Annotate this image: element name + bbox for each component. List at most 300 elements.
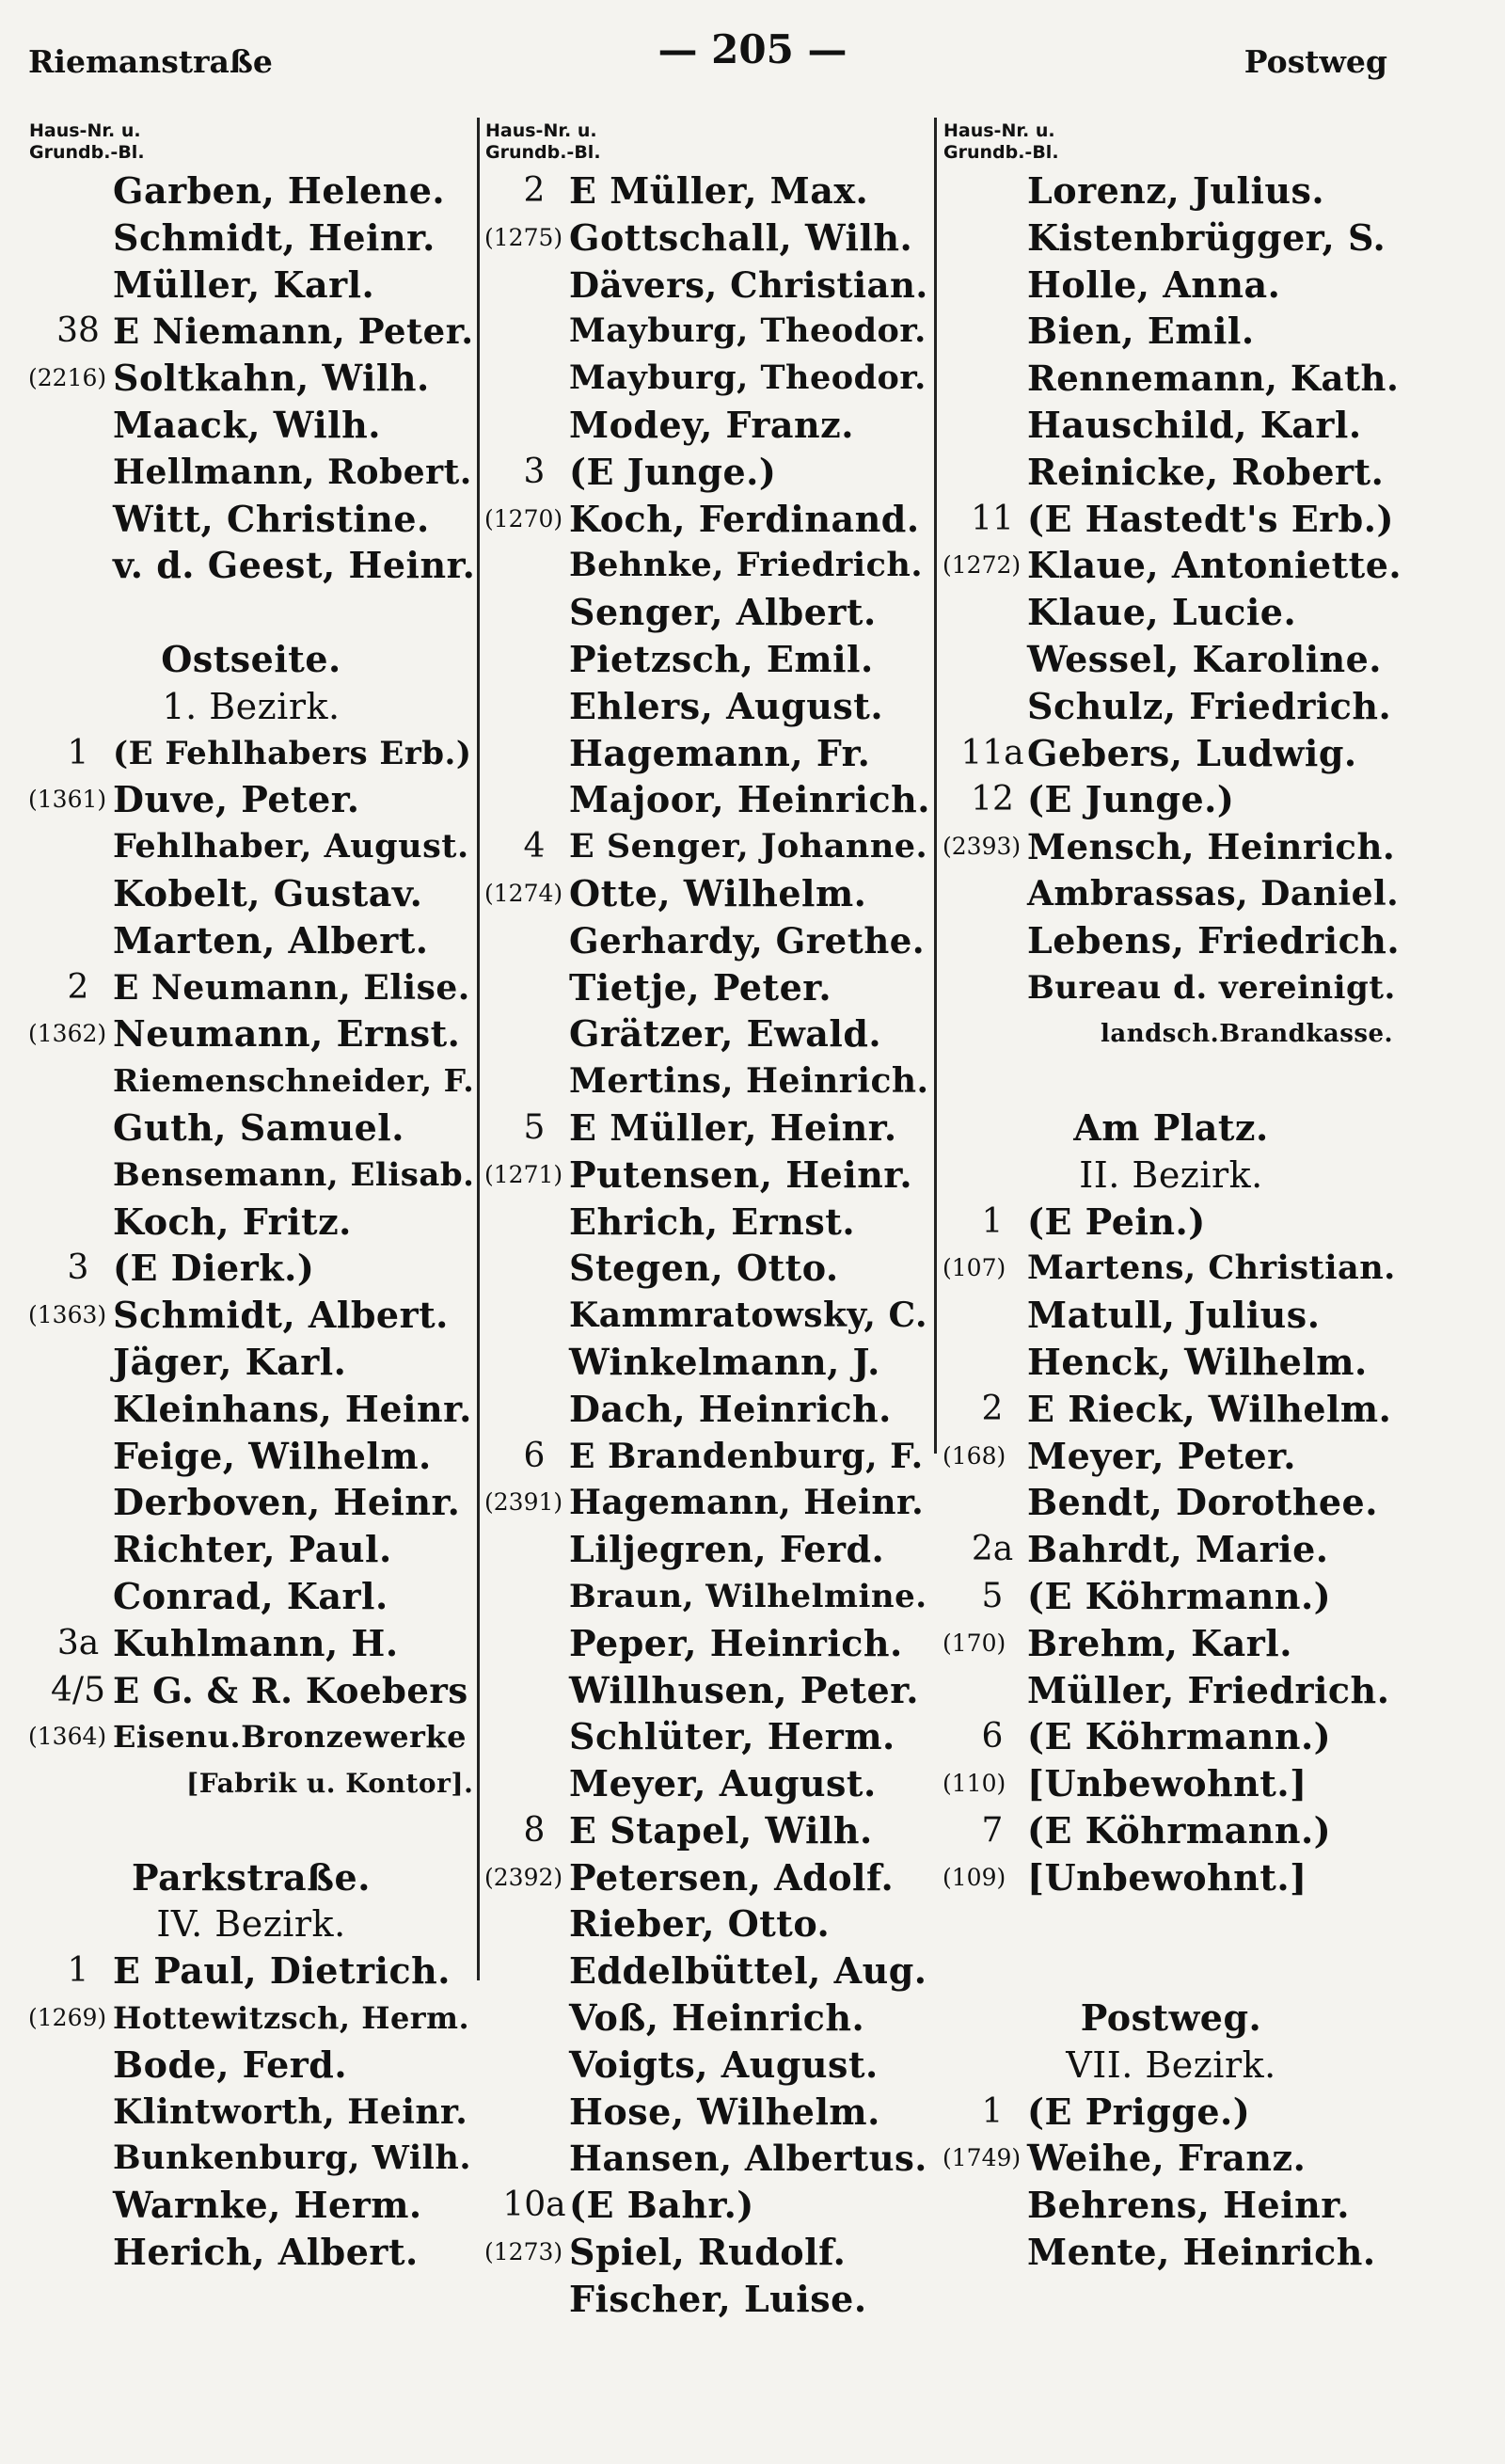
land-register-number: (1273) bbox=[484, 2238, 563, 2266]
directory-entry bbox=[483, 1526, 932, 1573]
directory-entry bbox=[26, 1947, 476, 1995]
directory-entry bbox=[26, 730, 476, 777]
directory-entry bbox=[26, 2229, 476, 2276]
district-heading bbox=[941, 1152, 1402, 1199]
directory-entry bbox=[26, 1010, 476, 1057]
resident-name: Braun, Wilhelmine. bbox=[569, 1577, 927, 1615]
house-number: 2 bbox=[67, 967, 89, 1007]
resident-name: Majoor, Heinrich. bbox=[569, 778, 930, 821]
directory-entry bbox=[941, 542, 1402, 589]
directory-entry bbox=[26, 1386, 476, 1433]
directory-entry bbox=[941, 1854, 1402, 1901]
directory-entry bbox=[26, 1620, 476, 1667]
directory-entry bbox=[26, 262, 476, 309]
directory-entry bbox=[941, 1760, 1402, 1807]
directory-entry bbox=[941, 1057, 1402, 1105]
resident-name: Henck, Wilhelm. bbox=[1027, 1340, 1368, 1383]
land-register-number: (1749) bbox=[943, 2144, 1022, 2172]
column-header-line: Grundb.-Bl. bbox=[485, 142, 601, 163]
directory-entry bbox=[941, 917, 1402, 964]
resident-name: Mayburg, Theodor. bbox=[569, 311, 927, 351]
directory-entry bbox=[483, 964, 932, 1011]
resident-name: Duve, Peter. bbox=[113, 778, 360, 821]
directory-entry bbox=[483, 2089, 932, 2136]
resident-name: (E Pein.) bbox=[1027, 1200, 1206, 1243]
directory-entry bbox=[483, 1854, 932, 1901]
resident-name: Klaue, Lucie. bbox=[1027, 591, 1297, 634]
land-register-number: (1270) bbox=[484, 504, 563, 533]
resident-name: Witt, Christine. bbox=[113, 497, 430, 540]
directory-entry bbox=[483, 1245, 932, 1292]
column-rule-2 bbox=[934, 118, 937, 1454]
street-heading bbox=[941, 1995, 1402, 2042]
directory-entry bbox=[483, 1199, 932, 1246]
directory-entry bbox=[26, 1292, 476, 1339]
house-number: 11 bbox=[971, 499, 1014, 538]
resident-name: Müller, Karl. bbox=[113, 262, 375, 306]
resident-name: Hansen, Albertus. bbox=[569, 2138, 927, 2180]
directory-entry bbox=[26, 1807, 476, 1854]
directory-entry bbox=[941, 1245, 1402, 1292]
resident-name: E Müller, Max. bbox=[569, 169, 869, 212]
directory-entry bbox=[941, 823, 1402, 870]
resident-name: Guth, Samuel. bbox=[113, 1105, 404, 1149]
resident-name: Postweg. bbox=[1080, 1996, 1262, 2040]
running-head-left: Riemanstraße bbox=[28, 43, 273, 80]
resident-name: Ehlers, August. bbox=[569, 684, 884, 727]
directory-entry bbox=[483, 1667, 932, 1714]
directory-entry bbox=[941, 870, 1402, 917]
street-heading bbox=[26, 636, 476, 683]
house-number: 1 bbox=[67, 733, 89, 772]
directory-entry bbox=[26, 2135, 476, 2182]
directory-entry bbox=[26, 2182, 476, 2229]
directory-entry bbox=[941, 1339, 1402, 1386]
resident-name: Bahrdt, Marie. bbox=[1027, 1528, 1329, 1571]
resident-name: Meyer, August. bbox=[569, 1762, 877, 1805]
resident-name: Conrad, Karl. bbox=[113, 1574, 388, 1617]
directory-entry bbox=[26, 776, 476, 823]
land-register-number: (110) bbox=[943, 1770, 1006, 1798]
land-register-number: (1274) bbox=[484, 879, 563, 907]
resident-name: Mertins, Heinrich. bbox=[569, 1061, 929, 1102]
resident-name: Behnke, Friedrich. bbox=[569, 546, 924, 585]
column-header-line: Haus-Nr. u. bbox=[943, 120, 1055, 141]
column-header bbox=[485, 120, 932, 164]
directory-entry bbox=[26, 1713, 476, 1760]
directory-entry bbox=[941, 1620, 1402, 1667]
directory-entry bbox=[26, 1479, 476, 1526]
directory-entry bbox=[941, 449, 1402, 496]
directory-entry bbox=[941, 1386, 1402, 1433]
resident-name: E Paul, Dietrich. bbox=[113, 1949, 451, 1993]
resident-name: E Rieck, Wilhelm. bbox=[1027, 1387, 1392, 1430]
resident-name: Spiel, Rudolf. bbox=[569, 2231, 847, 2274]
resident-name: 1. Bezirk. bbox=[162, 685, 341, 727]
resident-name: Kuhlmann, H. bbox=[113, 1621, 399, 1664]
resident-name: Modey, Franz. bbox=[569, 403, 854, 446]
directory-entry bbox=[483, 542, 932, 589]
column-rule-1 bbox=[477, 118, 480, 1980]
resident-name: Eisenu.Bronzewerke bbox=[113, 1719, 467, 1756]
directory-entry bbox=[941, 2089, 1402, 2136]
resident-name: Rieber, Otto. bbox=[569, 1902, 831, 1946]
directory-entry bbox=[483, 2135, 932, 2182]
house-number: 3 bbox=[67, 1248, 89, 1288]
directory-entry bbox=[26, 1152, 476, 1199]
directory-entry bbox=[483, 1995, 932, 2042]
directory-entry bbox=[26, 167, 476, 215]
resident-name: (E Dierk.) bbox=[113, 1247, 315, 1290]
resident-name: Gebers, Ludwig. bbox=[1027, 731, 1357, 774]
directory-entry bbox=[26, 2042, 476, 2089]
resident-name: Pietzsch, Emil. bbox=[569, 637, 874, 680]
resident-name: Bode, Ferd. bbox=[113, 2043, 348, 2086]
resident-name: Matull, Julius. bbox=[1027, 1294, 1321, 1337]
resident-name: Eddelbüttel, Aug. bbox=[569, 1949, 927, 1993]
directory-entry bbox=[941, 636, 1402, 683]
directory-entry bbox=[941, 2182, 1402, 2229]
directory-entry bbox=[483, 917, 932, 964]
street-heading bbox=[26, 1854, 476, 1901]
resident-name: Putensen, Heinr. bbox=[569, 1153, 913, 1196]
column-header-line: Haus-Nr. u. bbox=[29, 120, 141, 141]
directory-entry bbox=[26, 355, 476, 402]
directory-entry bbox=[941, 776, 1402, 823]
land-register-number: (1364) bbox=[28, 1723, 107, 1751]
column-2 bbox=[483, 120, 932, 2323]
resident-name: Bensemann, Elisab. bbox=[113, 1155, 475, 1194]
directory-entry bbox=[941, 496, 1402, 543]
directory-entry bbox=[483, 2229, 932, 2276]
house-number: 3a bbox=[56, 1623, 100, 1662]
resident-name: Klintworth, Heinr. bbox=[113, 2091, 468, 2132]
directory-entry bbox=[26, 589, 476, 636]
column-3 bbox=[941, 120, 1402, 2276]
directory-entry bbox=[26, 870, 476, 917]
resident-name: Ehrich, Ernst. bbox=[569, 1200, 856, 1243]
directory-entry bbox=[26, 1995, 476, 2042]
directory-entry bbox=[483, 1292, 932, 1339]
house-number: 1 bbox=[981, 2091, 1004, 2131]
directory-entry bbox=[483, 2042, 932, 2089]
resident-name: Mensch, Heinrich. bbox=[1027, 826, 1396, 868]
land-register-number: (2392) bbox=[484, 1863, 563, 1891]
resident-name: [Fabrik u. Kontor]. bbox=[186, 1768, 474, 1800]
land-register-number: (170) bbox=[943, 1629, 1006, 1657]
column-header bbox=[29, 120, 476, 164]
house-number: 8 bbox=[523, 1810, 546, 1850]
directory-entry bbox=[26, 402, 476, 449]
resident-name: Weihe, Franz. bbox=[1027, 2137, 1307, 2180]
resident-name: Holle, Anna. bbox=[1027, 262, 1281, 306]
land-register-number: (1271) bbox=[484, 1160, 563, 1188]
resident-name: Stegen, Otto. bbox=[569, 1247, 839, 1290]
directory-entry bbox=[26, 1057, 476, 1105]
resident-name: Rennemann, Kath. bbox=[1027, 358, 1400, 400]
directory-entry bbox=[483, 262, 932, 309]
directory-entry bbox=[483, 167, 932, 215]
directory-entry bbox=[941, 730, 1402, 777]
running-head-right: Postweg bbox=[1244, 43, 1387, 80]
resident-name: Kistenbrügger, S. bbox=[1027, 215, 1386, 259]
resident-name: Mayburg, Theodor. bbox=[569, 358, 927, 398]
resident-name: II. Bezirk. bbox=[1079, 1153, 1263, 1196]
resident-name: Fehlhaber, August. bbox=[113, 827, 469, 866]
resident-name: (E Köhrmann.) bbox=[1027, 1574, 1332, 1617]
resident-name: Ambrassas, Daniel. bbox=[1027, 873, 1400, 914]
house-number: 3 bbox=[523, 452, 546, 491]
resident-name: (E Köhrmann.) bbox=[1027, 1808, 1332, 1852]
directory-entry bbox=[941, 1010, 1402, 1057]
resident-name: Martens, Christian. bbox=[1027, 1248, 1396, 1288]
resident-name: Klaue, Antoniette. bbox=[1027, 544, 1402, 587]
directory-entry bbox=[941, 589, 1402, 636]
resident-name: Koch, Fritz. bbox=[113, 1200, 352, 1243]
land-register-number: (1275) bbox=[484, 223, 563, 251]
resident-name: Gerhardy, Grethe. bbox=[569, 919, 926, 962]
directory-entry bbox=[483, 2182, 932, 2229]
resident-name: Bunkenburg, Wilh. bbox=[113, 2138, 472, 2178]
column-1 bbox=[26, 120, 476, 2276]
directory-entry bbox=[26, 2089, 476, 2136]
directory-entry bbox=[483, 2276, 932, 2323]
directory-entry bbox=[941, 167, 1402, 215]
resident-name: (E Bahr.) bbox=[569, 2184, 754, 2227]
directory-entry bbox=[483, 1807, 932, 1854]
resident-name: Koch, Ferdinand. bbox=[569, 497, 920, 540]
resident-name: (E Hastedt's Erb.) bbox=[1027, 497, 1394, 540]
resident-name: Petersen, Adolf. bbox=[569, 1855, 895, 1899]
resident-name: Schlüter, Herm. bbox=[569, 1715, 895, 1758]
directory-entry bbox=[483, 496, 932, 543]
resident-name: Fischer, Luise. bbox=[569, 2277, 867, 2320]
directory-entry bbox=[483, 449, 932, 496]
directory-entry bbox=[941, 215, 1402, 262]
resident-name: Soltkahn, Wilh. bbox=[113, 357, 430, 400]
land-register-number: (2393) bbox=[943, 833, 1022, 861]
directory-entry bbox=[941, 2229, 1402, 2276]
directory-entry bbox=[483, 1010, 932, 1057]
resident-name: Maack, Wilh. bbox=[113, 403, 381, 446]
resident-name: Schmidt, Heinr. bbox=[113, 215, 436, 259]
resident-name: Gottschall, Wilh. bbox=[569, 215, 913, 259]
directory-entry bbox=[26, 1667, 476, 1714]
resident-name: Feige, Wilhelm. bbox=[113, 1434, 432, 1477]
directory-entry bbox=[26, 917, 476, 964]
directory-entry bbox=[483, 1152, 932, 1199]
resident-name: Herich, Albert. bbox=[113, 2231, 419, 2274]
resident-name: E Niemann, Peter. bbox=[113, 310, 474, 353]
house-number: 10a bbox=[502, 2186, 566, 2225]
resident-name: Meyer, Peter. bbox=[1027, 1434, 1296, 1477]
resident-name: Liljegren, Ferd. bbox=[569, 1528, 885, 1571]
land-register-number: (1269) bbox=[28, 2004, 107, 2032]
house-number: 5 bbox=[523, 1107, 546, 1147]
house-number: 2 bbox=[981, 1389, 1004, 1428]
directory-entry bbox=[483, 683, 932, 730]
directory-entry bbox=[483, 215, 932, 262]
directory-entry bbox=[483, 730, 932, 777]
resident-name: Behrens, Heinr. bbox=[1027, 2184, 1351, 2227]
resident-name: Bureau d. vereinigt. bbox=[1027, 968, 1396, 1007]
resident-name: Willhusen, Peter. bbox=[569, 1668, 919, 1711]
directory-entry bbox=[941, 1292, 1402, 1339]
resident-name: (E Junge.) bbox=[1027, 778, 1235, 821]
house-number: 11a bbox=[960, 733, 1024, 772]
directory-entry bbox=[941, 1807, 1402, 1854]
resident-name: Kleinhans, Heinr. bbox=[113, 1387, 472, 1430]
directory-entry bbox=[483, 1105, 932, 1152]
house-number: 1 bbox=[67, 1951, 89, 1991]
directory-entry bbox=[941, 1947, 1402, 1995]
street-heading bbox=[941, 1105, 1402, 1152]
resident-name: Hottewitzsch, Herm. bbox=[113, 2000, 470, 2037]
directory-entry bbox=[483, 1620, 932, 1667]
resident-name: Jäger, Karl. bbox=[113, 1340, 347, 1383]
resident-name: Bien, Emil. bbox=[1027, 310, 1255, 353]
house-number: 5 bbox=[981, 1576, 1004, 1615]
resident-name: Brehm, Karl. bbox=[1027, 1621, 1292, 1664]
resident-name: Kobelt, Gustav. bbox=[113, 871, 423, 914]
resident-name: Peper, Heinrich. bbox=[569, 1621, 903, 1664]
house-number: 6 bbox=[981, 1717, 1004, 1757]
resident-name: E Senger, Johanne. bbox=[569, 827, 928, 866]
resident-name: E G. & R. Koebers bbox=[113, 1669, 468, 1711]
directory-entry bbox=[941, 1667, 1402, 1714]
directory-entry bbox=[483, 1760, 932, 1807]
directory-entry bbox=[483, 308, 932, 355]
land-register-number: (1362) bbox=[28, 1020, 107, 1048]
district-heading bbox=[26, 1900, 476, 1947]
resident-name: Hose, Wilhelm. bbox=[569, 2090, 880, 2133]
resident-name: v. d. Geest, Heinr. bbox=[113, 544, 476, 587]
directory-entry bbox=[26, 823, 476, 870]
directory-entry bbox=[483, 1433, 932, 1480]
house-number: 38 bbox=[56, 311, 100, 351]
resident-name: Reinicke, Robert. bbox=[1027, 450, 1385, 493]
land-register-number: (2216) bbox=[28, 364, 107, 392]
resident-name: Grätzer, Ewald. bbox=[569, 1012, 882, 1056]
resident-name: Am Platz. bbox=[1073, 1105, 1269, 1149]
resident-name: Hauschild, Karl. bbox=[1027, 403, 1362, 446]
directory-entry bbox=[483, 870, 932, 917]
resident-name: [Unbewohnt.] bbox=[1027, 1762, 1307, 1805]
directory-entry bbox=[941, 683, 1402, 730]
directory-entry bbox=[941, 964, 1402, 1011]
house-number: 2a bbox=[971, 1530, 1014, 1569]
column-header-line: Grundb.-Bl. bbox=[943, 142, 1059, 163]
column-header-line: Grundb.-Bl. bbox=[29, 142, 145, 163]
directory-entry bbox=[483, 1057, 932, 1105]
directory-entry bbox=[483, 589, 932, 636]
resident-name: Mente, Heinrich. bbox=[1027, 2231, 1376, 2274]
page-number: — 205 — bbox=[657, 26, 848, 72]
resident-name: E Stapel, Wilh. bbox=[569, 1808, 873, 1852]
resident-name: Kammratowsky, C. bbox=[569, 1296, 928, 1336]
directory-entry bbox=[26, 449, 476, 496]
house-number: 1 bbox=[981, 1201, 1004, 1241]
land-register-number: (1361) bbox=[28, 786, 107, 814]
directory-entry bbox=[941, 262, 1402, 309]
directory-entry bbox=[26, 964, 476, 1011]
resident-name: Tietje, Peter. bbox=[569, 965, 832, 1009]
resident-name: Müller, Friedrich. bbox=[1027, 1668, 1390, 1711]
directory-entry bbox=[483, 776, 932, 823]
directory-entry bbox=[483, 1713, 932, 1760]
directory-entry bbox=[26, 1526, 476, 1573]
running-head bbox=[0, 17, 1505, 80]
directory-entry bbox=[26, 215, 476, 262]
resident-name: Schmidt, Albert. bbox=[113, 1294, 449, 1337]
directory-entry bbox=[26, 496, 476, 543]
column-header bbox=[943, 120, 1402, 164]
resident-name: landsch.Brandkasse. bbox=[1101, 1020, 1394, 1049]
land-register-number: (107) bbox=[943, 1254, 1006, 1282]
house-number: 4 bbox=[523, 827, 546, 866]
directory-entry bbox=[26, 1760, 476, 1807]
directory-entry bbox=[26, 1199, 476, 1246]
resident-name: (E Prigge.) bbox=[1027, 2090, 1251, 2133]
resident-name: Dach, Heinrich. bbox=[569, 1387, 892, 1430]
resident-name: [Unbewohnt.] bbox=[1027, 1855, 1307, 1899]
directory-entry bbox=[941, 1573, 1402, 1620]
directory-entry bbox=[941, 1479, 1402, 1526]
house-number: 4/5 bbox=[51, 1670, 105, 1709]
resident-name: Wessel, Karoline. bbox=[1027, 637, 1383, 680]
directory-entry bbox=[941, 308, 1402, 355]
land-register-number: (1363) bbox=[28, 1301, 107, 1329]
resident-name: (E Fehlhabers Erb.) bbox=[113, 734, 472, 772]
resident-name: IV. Bezirk. bbox=[156, 1903, 346, 1946]
resident-name: Senger, Albert. bbox=[569, 591, 877, 634]
directory-entry bbox=[26, 1105, 476, 1152]
directory-entry bbox=[941, 402, 1402, 449]
directory-entry bbox=[26, 1245, 476, 1292]
resident-name: Warnke, Herm. bbox=[113, 2184, 422, 2227]
land-register-number: (1272) bbox=[943, 551, 1022, 580]
resident-name: Parkstraße. bbox=[132, 1855, 371, 1899]
resident-name: Derboven, Heinr. bbox=[113, 1481, 461, 1524]
directory-entry bbox=[941, 1526, 1402, 1573]
resident-name: Ostseite. bbox=[161, 637, 341, 680]
resident-name: Lorenz, Julius. bbox=[1027, 169, 1325, 212]
district-heading bbox=[26, 683, 476, 730]
resident-name: Dävers, Christian. bbox=[569, 263, 928, 306]
resident-name: Marten, Albert. bbox=[113, 918, 429, 962]
resident-name: Richter, Paul. bbox=[113, 1528, 392, 1571]
directory-entry bbox=[941, 1433, 1402, 1480]
resident-name: Bendt, Dorothee. bbox=[1027, 1481, 1378, 1524]
house-number: 12 bbox=[971, 780, 1014, 819]
directory-entry bbox=[483, 1947, 932, 1995]
directory-entry bbox=[483, 402, 932, 449]
resident-name: Garben, Helene. bbox=[113, 169, 446, 212]
directory-entry bbox=[483, 1339, 932, 1386]
land-register-number: (109) bbox=[943, 1863, 1006, 1891]
resident-name: Neumann, Ernst. bbox=[113, 1012, 461, 1056]
directory-entry bbox=[941, 355, 1402, 402]
directory-entry bbox=[483, 1386, 932, 1433]
directory-entry bbox=[483, 1900, 932, 1947]
directory-entry bbox=[941, 1900, 1402, 1947]
resident-name: Voß, Heinrich. bbox=[569, 1996, 865, 2040]
column-header-line: Haus-Nr. u. bbox=[485, 120, 597, 141]
directory-entry bbox=[26, 1433, 476, 1480]
directory-entry bbox=[26, 1339, 476, 1386]
directory-entry bbox=[483, 1573, 932, 1620]
directory-entry bbox=[26, 308, 476, 355]
